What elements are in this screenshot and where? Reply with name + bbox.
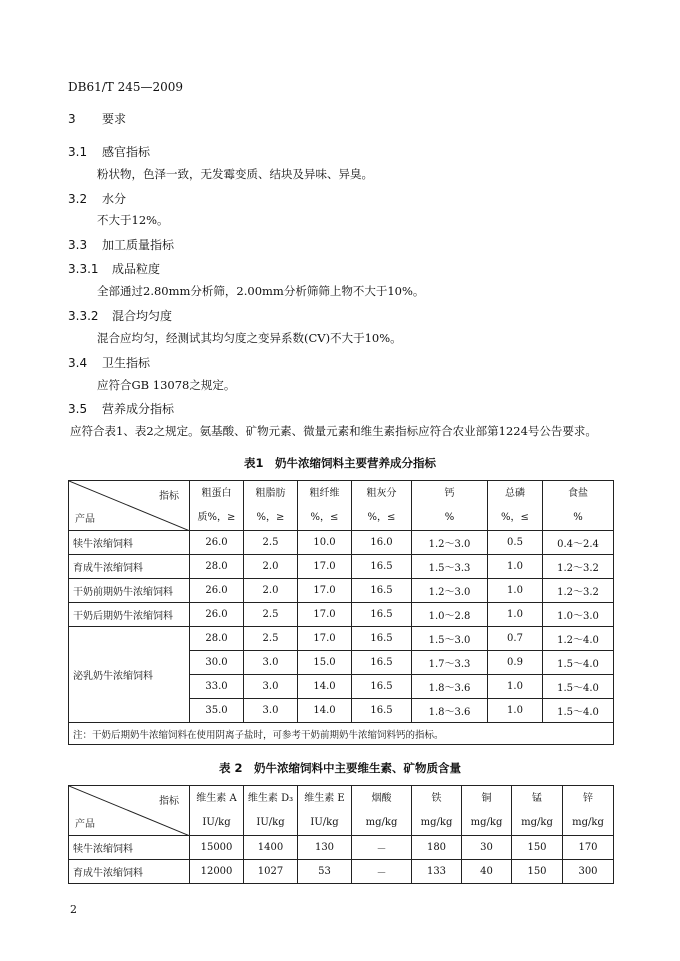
table2-header: 锌 mg/kg bbox=[563, 786, 614, 836]
value-cell: 3.0 bbox=[244, 699, 298, 723]
table1-header: 粗蛋白 质%，≥ bbox=[190, 481, 244, 531]
value-cell: 2.5 bbox=[244, 627, 298, 651]
table2-header: 铁 mg/kg bbox=[412, 786, 462, 836]
value-cell: 30.0 bbox=[190, 651, 244, 675]
section-3-3-2-body: 混合应均匀，经测试其均匀度之变异系数(CV)不大于10%。 bbox=[97, 331, 402, 345]
table-row bbox=[69, 579, 614, 603]
table2-header: 维生素 D₃ IU/kg bbox=[244, 786, 298, 836]
product-cell: 犊牛浓缩饲料 bbox=[69, 531, 190, 555]
value-cell: 17.0 bbox=[298, 579, 352, 603]
value-cell: 1.5～4.0 bbox=[543, 675, 614, 699]
product-cell: 干奶后期奶牛浓缩饲料 bbox=[69, 603, 190, 627]
value-cell: 16.5 bbox=[352, 675, 412, 699]
value-cell: 28.0 bbox=[190, 555, 244, 579]
page-number: 2 bbox=[70, 903, 77, 916]
table1-header: 粗脂肪 %，≥ bbox=[244, 481, 298, 531]
table2-corner-bottom: 产品 bbox=[75, 819, 95, 830]
section-3-5-heading: 3.5 营养成分指标 bbox=[68, 402, 175, 416]
value-cell: 17.0 bbox=[298, 555, 352, 579]
value-cell: 150 bbox=[512, 860, 563, 884]
value-cell: 1.5～4.0 bbox=[543, 651, 614, 675]
value-cell: 130 bbox=[298, 836, 352, 860]
table1-header: 食盐 % bbox=[543, 481, 614, 531]
value-cell: 300 bbox=[563, 860, 614, 884]
value-cell: 0.9 bbox=[488, 651, 543, 675]
table2-header: 锰 mg/kg bbox=[512, 786, 563, 836]
table2 bbox=[68, 785, 614, 884]
value-cell: 1.0 bbox=[488, 603, 543, 627]
value-cell: 14.0 bbox=[298, 699, 352, 723]
section-3-2-body: 不大于12%。 bbox=[97, 213, 169, 227]
section-3-2-heading: 3.2 水分 bbox=[68, 192, 127, 206]
value-cell: 1.0～2.8 bbox=[412, 603, 488, 627]
table1-header: 钙 % bbox=[412, 481, 488, 531]
table2-header: 铜 mg/kg bbox=[462, 786, 512, 836]
section-3-3-1-body: 全部通过2.80mm分析筛，2.00mm分析筛筛上物不大于10%。 bbox=[97, 284, 425, 298]
value-cell: 40 bbox=[462, 860, 512, 884]
value-cell: 28.0 bbox=[190, 627, 244, 651]
table1-header: 粗纤维 %，≤ bbox=[298, 481, 352, 531]
value-cell: 1.0～3.0 bbox=[543, 603, 614, 627]
section-3-3-2-heading: 3.3.2 混合均匀度 bbox=[68, 309, 173, 323]
section-3-1-heading: 3.1 感官指标 bbox=[68, 145, 151, 159]
table1-caption: 表1 奶牛浓缩饲料主要营养成分指标 bbox=[244, 456, 436, 470]
value-cell: 3.0 bbox=[244, 651, 298, 675]
value-cell: 2.5 bbox=[244, 531, 298, 555]
product-cell: 育成牛浓缩饲料 bbox=[69, 555, 190, 579]
value-cell: 1400 bbox=[244, 836, 298, 860]
table-row bbox=[69, 836, 614, 860]
section-3-1-body: 粉状物，色泽一致，无发霉变质、结块及异味、异臭。 bbox=[97, 167, 373, 181]
section-3-4-heading: 3.4 卫生指标 bbox=[68, 356, 151, 370]
section-3-3-1-heading: 3.3.1 成品粒度 bbox=[68, 262, 161, 276]
product-cell: 犊牛浓缩饲料 bbox=[69, 836, 190, 860]
section-3-3-heading: 3.3 加工质量指标 bbox=[68, 238, 175, 252]
value-cell: 1.8～3.6 bbox=[412, 699, 488, 723]
value-cell: 26.0 bbox=[190, 603, 244, 627]
value-cell: 1.2～4.0 bbox=[543, 627, 614, 651]
section-3-5-body: 应符合表1、表2之规定。氨基酸、矿物元素、微量元素和维生素指标应符合农业部第1224号公告要求。 bbox=[70, 424, 597, 438]
table-row bbox=[69, 860, 614, 884]
value-cell: 1.0 bbox=[488, 579, 543, 603]
value-cell: 16.5 bbox=[352, 651, 412, 675]
value-cell: 1.2～3.2 bbox=[543, 579, 614, 603]
product-cell: 泌乳奶牛浓缩饲料 bbox=[69, 627, 190, 723]
value-cell: 0.5 bbox=[488, 531, 543, 555]
value-cell: 1.0 bbox=[488, 699, 543, 723]
value-cell: 12000 bbox=[190, 860, 244, 884]
value-cell: 1.8～3.6 bbox=[412, 675, 488, 699]
value-cell: 16.5 bbox=[352, 699, 412, 723]
value-cell: 17.0 bbox=[298, 627, 352, 651]
value-cell: 133 bbox=[412, 860, 462, 884]
value-cell: 0.4～2.4 bbox=[543, 531, 614, 555]
value-cell: 2.5 bbox=[244, 603, 298, 627]
table2-caption: 表 2 奶牛浓缩饲料中主要维生素、矿物质含量 bbox=[218, 761, 461, 775]
product-cell: 育成牛浓缩饲料 bbox=[69, 860, 190, 884]
table2-header: 维生素 E IU/kg bbox=[298, 786, 352, 836]
table1-corner-bottom: 产品 bbox=[75, 514, 95, 525]
value-cell: 1.5～4.0 bbox=[543, 699, 614, 723]
value-cell: 30 bbox=[462, 836, 512, 860]
value-cell: 170 bbox=[563, 836, 614, 860]
value-cell: 1027 bbox=[244, 860, 298, 884]
value-cell: 16.5 bbox=[352, 603, 412, 627]
value-cell: 10.0 bbox=[298, 531, 352, 555]
section-3-heading: 3 要求 bbox=[68, 112, 127, 126]
table-row bbox=[69, 531, 614, 555]
value-cell: 1.5～3.3 bbox=[412, 555, 488, 579]
table-row bbox=[69, 555, 614, 579]
value-cell: 1.2～3.0 bbox=[412, 531, 488, 555]
value-cell: 180 bbox=[412, 836, 462, 860]
product-cell: 干奶前期奶牛浓缩饲料 bbox=[69, 579, 190, 603]
value-cell: 16.5 bbox=[352, 579, 412, 603]
value-cell: － bbox=[352, 836, 412, 860]
value-cell: 53 bbox=[298, 860, 352, 884]
value-cell: 1.0 bbox=[488, 675, 543, 699]
value-cell: 150 bbox=[512, 836, 563, 860]
value-cell: 1.5～3.0 bbox=[412, 627, 488, 651]
section-3-4-body: 应符合GB 13078之规定。 bbox=[97, 378, 236, 392]
value-cell: 2.0 bbox=[244, 579, 298, 603]
table1-corner-top: 指标 bbox=[159, 491, 179, 502]
value-cell: 2.0 bbox=[244, 555, 298, 579]
table1-header: 总磷 %，≤ bbox=[488, 481, 543, 531]
value-cell: 15000 bbox=[190, 836, 244, 860]
value-cell: 1.0 bbox=[488, 555, 543, 579]
table-row bbox=[69, 627, 614, 651]
table-row bbox=[69, 603, 614, 627]
value-cell: 26.0 bbox=[190, 579, 244, 603]
value-cell: 33.0 bbox=[190, 675, 244, 699]
value-cell: 1.2～3.0 bbox=[412, 579, 488, 603]
table1-header: 粗灰分 %，≤ bbox=[352, 481, 412, 531]
table2-corner-cell bbox=[69, 786, 190, 836]
table2-header: 维生素 A IU/kg bbox=[190, 786, 244, 836]
table1 bbox=[68, 480, 614, 745]
value-cell: 26.0 bbox=[190, 531, 244, 555]
value-cell: － bbox=[352, 860, 412, 884]
value-cell: 35.0 bbox=[190, 699, 244, 723]
value-cell: 16.0 bbox=[352, 531, 412, 555]
value-cell: 0.7 bbox=[488, 627, 543, 651]
document-header: DB61/T 245—2009 bbox=[68, 80, 184, 94]
table1-corner-cell bbox=[69, 481, 190, 531]
table1-note: 注：干奶后期奶牛浓缩饲料在使用阴离子盐时，可参考干奶前期奶牛浓缩饲料钙的指标。 bbox=[69, 723, 614, 745]
value-cell: 1.7～3.3 bbox=[412, 651, 488, 675]
value-cell: 17.0 bbox=[298, 603, 352, 627]
value-cell: 3.0 bbox=[244, 675, 298, 699]
table2-corner-top: 指标 bbox=[159, 796, 179, 807]
value-cell: 16.5 bbox=[352, 627, 412, 651]
table2-header: 烟酸 mg/kg bbox=[352, 786, 412, 836]
value-cell: 15.0 bbox=[298, 651, 352, 675]
value-cell: 16.5 bbox=[352, 555, 412, 579]
value-cell: 14.0 bbox=[298, 675, 352, 699]
value-cell: 1.2～3.2 bbox=[543, 555, 614, 579]
